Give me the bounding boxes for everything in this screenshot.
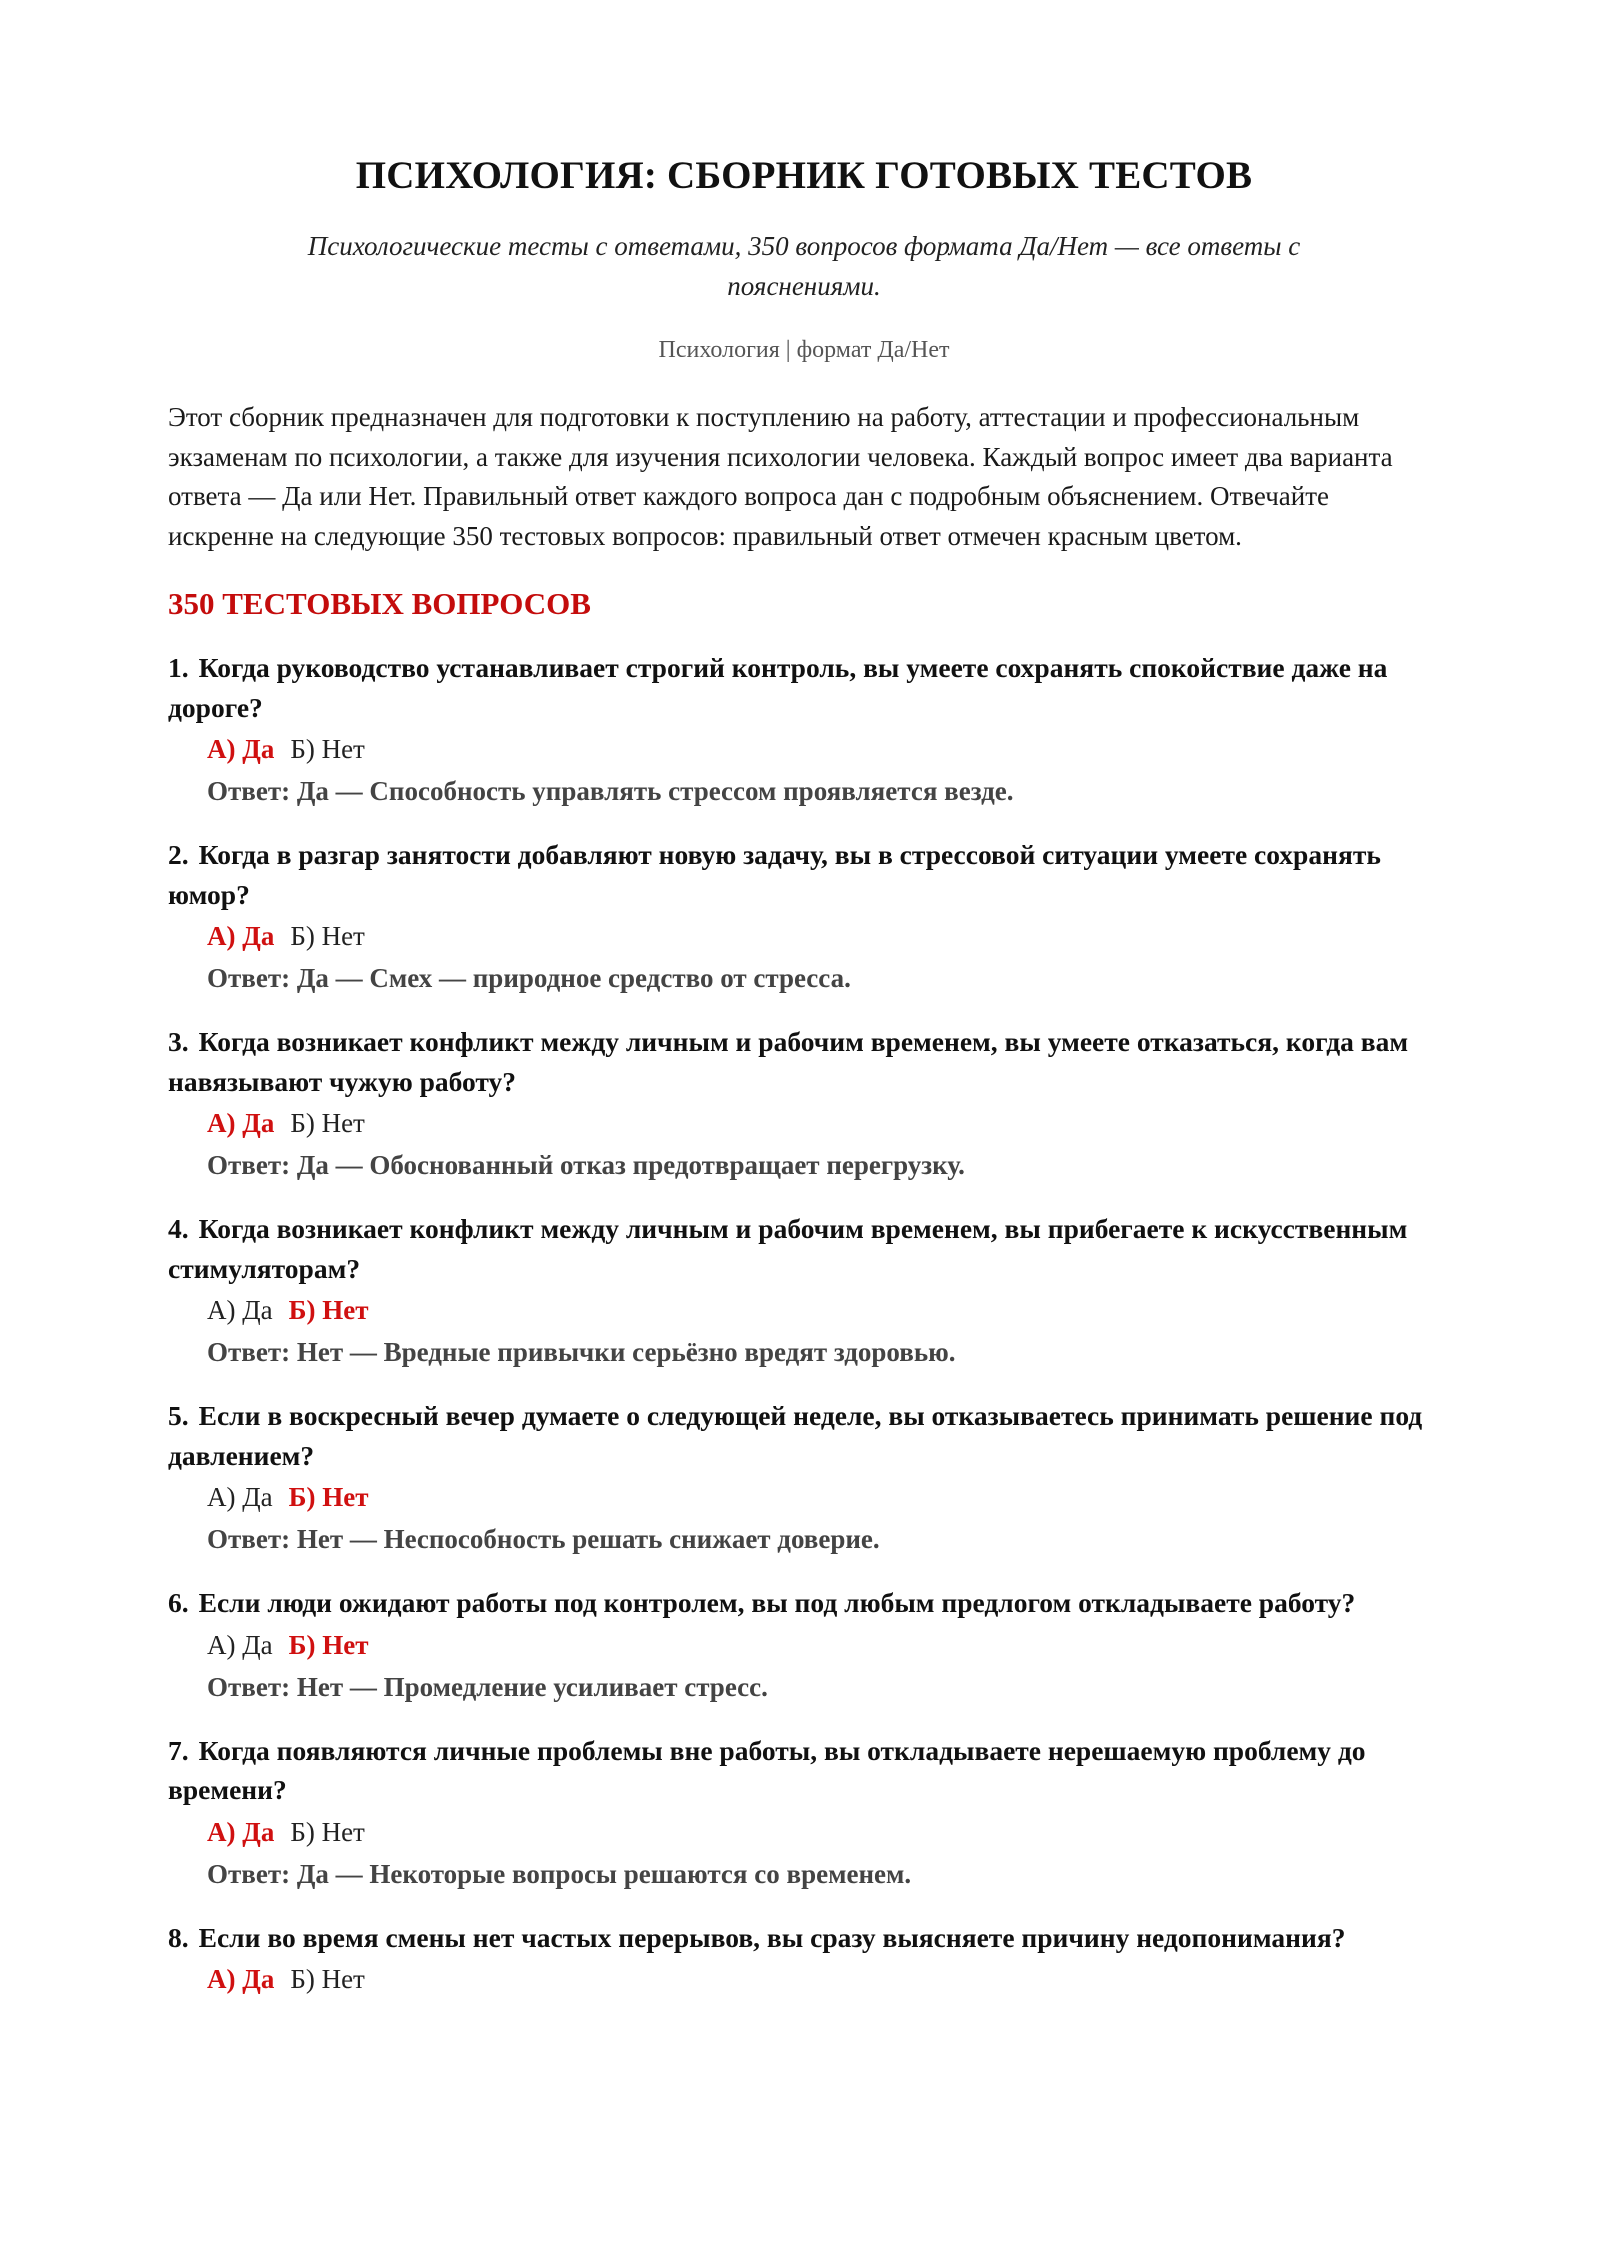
- question-text: [168, 1583, 1440, 1623]
- question-body: Когда возникает конфликт между личным и рабочим временем, вы прибегаете к искусственным стимуляторам?: [168, 1213, 1408, 1284]
- answer-explanation: Ответ: Да — Смех — природное средство от стресса.: [207, 963, 851, 993]
- question-item: [168, 1918, 1440, 2000]
- option-b[interactable]: Б) Нет: [290, 1108, 365, 1138]
- question-text: [168, 648, 1440, 727]
- option-a[interactable]: А) Да: [207, 1964, 275, 1994]
- option-a[interactable]: А) Да: [207, 1629, 273, 1660]
- option-b[interactable]: Б) Нет: [290, 921, 365, 951]
- question-item: [168, 648, 1440, 811]
- answer-options: [207, 729, 1440, 769]
- question-number: 3.: [168, 1026, 189, 1057]
- page-title: ПСИХОЛОГИЯ: СБОРНИК ГОТОВЫХ ТЕСТОВ: [355, 154, 1253, 197]
- question-number: 5.: [168, 1400, 189, 1431]
- option-a[interactable]: А) Да: [207, 1108, 275, 1138]
- question-text: [168, 1209, 1440, 1288]
- answer-options: [207, 1290, 1440, 1330]
- question-body: Когда в разгар занятости добавляют новую задачу, вы в стрессовой ситуации умеете сохранять юмор?: [168, 839, 1381, 910]
- question-number: 6.: [168, 1587, 189, 1618]
- question-number: 4.: [168, 1213, 189, 1244]
- option-b[interactable]: Б) Нет: [288, 1295, 369, 1325]
- document-meta: Психология | формат Да/Нет: [658, 337, 950, 363]
- answer-explanation: Ответ: Да — Некоторые вопросы решаются со временем.: [207, 1858, 912, 1889]
- option-b[interactable]: Б) Нет: [290, 734, 365, 764]
- question-body: Если в воскресный вечер думаете о следующей неделе, вы отказываетесь принимать решение под давлением?: [168, 1400, 1423, 1471]
- answer-explanation: Ответ: Да — Обоснованный отказ предотвращает перегрузку.: [207, 1150, 965, 1180]
- answer-options: [207, 1477, 1440, 1517]
- answer-options: [207, 1959, 1440, 1999]
- answer-options: [207, 916, 1440, 956]
- question-number: 1.: [168, 652, 189, 683]
- question-body: Когда возникает конфликт между личным и рабочим временем, вы умеете отказаться, когда вам навязывают чужую работу?: [168, 1026, 1409, 1097]
- page-subtitle: Психологические тесты с ответами, 350 вопросов формата Да/Нет — все ответы с пояснениями.: [307, 231, 1301, 301]
- question-item: [168, 1583, 1440, 1707]
- intro-paragraph: Этот сборник предназначен для подготовки к поступлению на работу, аттестации и профессиональным экзаменам по психологии, а также для изучения психологии человека. Каждый вопрос имеет два варианта ответа — Да или Нет. Правильный ответ каждого вопроса дан с подробным объяснением. Отвечайте искренне на следующие 350 тестовых вопросов: правильный ответ отмечен красным цветом.: [168, 402, 1393, 551]
- option-b[interactable]: Б) Нет: [290, 1964, 365, 1994]
- option-b[interactable]: Б) Нет: [288, 1482, 369, 1512]
- answer-explanation: Ответ: Нет — Неспособность решать снижает доверие.: [207, 1524, 880, 1554]
- answer-options: [207, 1812, 1440, 1852]
- question-text: [168, 835, 1440, 914]
- question-body: Когда появляются личные проблемы вне работы, вы откладываете нерешаемую проблему до времени?: [168, 1734, 1366, 1805]
- question-item: [168, 1731, 1440, 1894]
- question-body: Если люди ожидают работы под контролем, вы под любым предлогом откладываете работу?: [198, 1587, 1356, 1618]
- option-a[interactable]: А) Да: [207, 1816, 275, 1847]
- question-text: [168, 1731, 1440, 1810]
- answer-options: [207, 1103, 1440, 1143]
- section-heading: 350 ТЕСТОВЫХ ВОПРОСОВ: [168, 586, 591, 621]
- answer-explanation: Ответ: Да — Способность управлять стрессом проявляется везде.: [207, 776, 1014, 806]
- question-number: 2.: [168, 839, 189, 870]
- question-body: Когда руководство устанавливает строгий контроль, вы умеете сохранять спокойствие даже на дороге?: [168, 652, 1388, 723]
- question-number: 8.: [168, 1921, 189, 1953]
- question-text: [168, 1918, 1440, 1958]
- question-item: [168, 1396, 1440, 1559]
- question-list: [168, 648, 1440, 1999]
- option-b[interactable]: Б) Нет: [290, 1816, 365, 1847]
- question-item: [168, 1022, 1440, 1185]
- option-a[interactable]: А) Да: [207, 1295, 273, 1325]
- question-number: 7.: [168, 1734, 189, 1766]
- question-text: [168, 1396, 1440, 1475]
- question-item: [168, 1209, 1440, 1372]
- answer-explanation: Ответ: Нет — Промедление усиливает стресс.: [207, 1671, 768, 1702]
- option-a[interactable]: А) Да: [207, 1482, 273, 1512]
- option-a[interactable]: А) Да: [207, 734, 275, 764]
- option-a[interactable]: А) Да: [207, 921, 275, 951]
- option-b[interactable]: Б) Нет: [288, 1629, 369, 1660]
- answer-options: [207, 1625, 1440, 1665]
- question-item: [168, 835, 1440, 998]
- question-text: [168, 1022, 1440, 1101]
- answer-explanation: Ответ: Нет — Вредные привычки серьёзно вредят здоровью.: [207, 1337, 956, 1367]
- question-body: Если во время смены нет частых перерывов, вы сразу выясняете причину недопонимания?: [198, 1921, 1346, 1953]
- document-page: [168, 150, 1440, 2023]
